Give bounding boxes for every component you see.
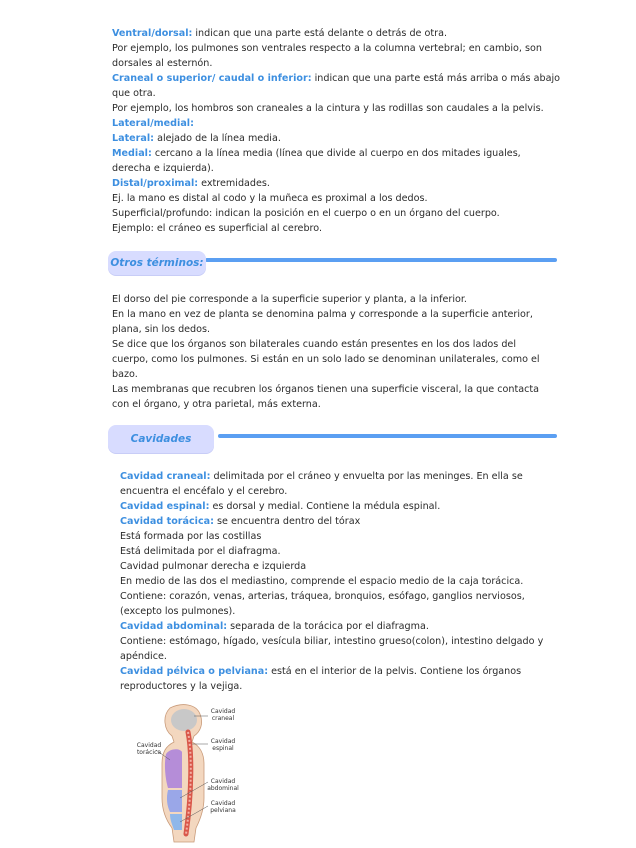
text-line: En la mano en vez de planta se denomina palma y corresponde a la superficie anterior, bbox=[112, 309, 533, 320]
definition-text: alejado de la línea media. bbox=[154, 133, 281, 144]
label-cavidad-pelviana: Cavidad pelviana bbox=[210, 800, 236, 814]
label-cavidad-espinal: Cavidad espinal bbox=[210, 738, 236, 752]
text-line: Está formada por las costillas bbox=[120, 531, 262, 542]
text-line bbox=[120, 665, 521, 679]
definition-text: está en el interior de la pelvis. Contiene los órganos bbox=[268, 666, 522, 677]
text-line: El dorso del pie corresponde a la superficie superior y planta, a la inferior. bbox=[112, 294, 467, 305]
term-lateral-medial: Lateral/medial: bbox=[112, 118, 194, 129]
text-line bbox=[112, 132, 281, 146]
text-line bbox=[120, 515, 360, 529]
body-cavities-diagram bbox=[130, 702, 280, 844]
text-line: En medio de las dos el mediastino, comprende el espacio medio de la caja torácica. bbox=[120, 576, 524, 587]
definition-text: cercano a la línea media (línea que divide al cuerpo en dos mitades iguales, bbox=[151, 148, 521, 159]
text-line: Ejemplo: el cráneo es superficial al cerebro. bbox=[112, 223, 323, 234]
text-line: Por ejemplo, los pulmones son ventrales respecto a la columna vertebral; en cambio, son bbox=[112, 43, 542, 54]
section-divider-bar bbox=[205, 258, 557, 262]
definition-text: indican que una parte está delante o detrás de otra. bbox=[192, 28, 448, 39]
text-line bbox=[120, 470, 523, 484]
text-line bbox=[112, 117, 194, 131]
label-cavidad-craneal: Cavidad craneal bbox=[210, 708, 236, 722]
term-distal-proximal: Distal/proximal: bbox=[112, 178, 199, 189]
term-cavidad-pelvica: Cavidad pélvica o pelviana: bbox=[120, 666, 269, 677]
section-divider-bar bbox=[218, 434, 557, 438]
abdominal-cavity-shape bbox=[167, 790, 182, 812]
section-header-box bbox=[108, 425, 214, 453]
definition-text: se encuentra dentro del tórax bbox=[213, 516, 361, 527]
thoracic-cavity-shape bbox=[165, 749, 182, 788]
definition-text: extremidades. bbox=[198, 178, 270, 189]
text-line bbox=[112, 72, 560, 86]
text-line: dorsales al esternón. bbox=[112, 58, 213, 69]
text-line: apéndice. bbox=[120, 651, 167, 662]
text-line bbox=[120, 620, 429, 634]
term-cavidad-abdominal: Cavidad abdominal: bbox=[120, 621, 228, 632]
text-line: Superficial/profundo: indican la posición en el cuerpo o en un órgano del cuerpo. bbox=[112, 208, 500, 219]
text-line: encuentra el encéfalo y el cerebro. bbox=[120, 486, 288, 497]
label-cavidad-abdominal: Cavidad abdominal bbox=[207, 778, 239, 792]
definition-text: separada de la torácica por el diafragma. bbox=[227, 621, 429, 632]
definition-text: es dorsal y medial. Contiene la médula espinal. bbox=[209, 501, 441, 512]
section-title: Cavidades bbox=[130, 433, 192, 445]
section-header-box bbox=[108, 251, 206, 275]
label-cavidad-toracica: Cavidad torácica bbox=[136, 742, 162, 756]
text-line bbox=[112, 177, 270, 191]
text-line: Ej. la mano es distal al codo y la muñeca es proximal a los dedos. bbox=[112, 193, 428, 204]
text-line bbox=[112, 27, 447, 41]
definition-text: indican que una parte está más arriba o más abajo bbox=[311, 73, 560, 84]
term-medial: Medial: bbox=[112, 148, 152, 159]
text-line: Por ejemplo, los hombros son craneales a la cintura y las rodillas son caudales a la pelvis. bbox=[112, 103, 544, 114]
text-line: que otra. bbox=[112, 88, 156, 99]
term-cavidad-craneal: Cavidad craneal: bbox=[120, 471, 211, 482]
text-line: Cavidad pulmonar derecha e izquierda bbox=[120, 561, 307, 572]
text-line: Contiene: corazón, venas, arterias, tráquea, bronquios, esófago, ganglios nerviosos, bbox=[120, 591, 525, 602]
body-silhouette-illustration bbox=[130, 702, 280, 844]
term-lateral: Lateral: bbox=[112, 133, 155, 144]
term-craneal-caudal: Craneal o superior/ caudal o inferior: bbox=[112, 73, 312, 84]
text-line bbox=[120, 500, 440, 514]
term-cavidad-toracica: Cavidad torácica: bbox=[120, 516, 214, 527]
text-line: Las membranas que recubren los órganos tienen una superficie visceral, la que contacta bbox=[112, 384, 540, 395]
text-line bbox=[112, 147, 521, 161]
text-line: bazo. bbox=[112, 369, 138, 380]
text-line: Se dice que los órganos son bilaterales cuando están presentes en los dos lados del bbox=[112, 339, 516, 350]
term-cavidad-espinal: Cavidad espinal: bbox=[120, 501, 210, 512]
definition-text: delimitada por el cráneo y envuelta por las meninges. En ella se bbox=[210, 471, 523, 482]
text-line: con el órgano, y otra parietal, más externa. bbox=[112, 399, 321, 410]
text-line: (excepto los pulmones). bbox=[120, 606, 236, 617]
text-line: cuerpo, como los pulmones. Si están en un solo lado se denominan unilaterales, como el bbox=[112, 354, 540, 365]
section-title: Otros términos: bbox=[110, 257, 204, 269]
text-line: Está delimitada por el diafragma. bbox=[120, 546, 281, 557]
text-line: Contiene: estómago, hígado, vesícula biliar, intestino grueso(colon), intestino delgado y bbox=[120, 636, 544, 647]
text-line: plana, sin los dedos. bbox=[112, 324, 211, 335]
text-line: derecha e izquierda). bbox=[112, 163, 214, 174]
text-line: reproductores y la vejiga. bbox=[120, 681, 243, 692]
cranial-cavity-shape bbox=[171, 709, 197, 731]
term-ventral-dorsal: Ventral/dorsal: bbox=[112, 28, 193, 39]
